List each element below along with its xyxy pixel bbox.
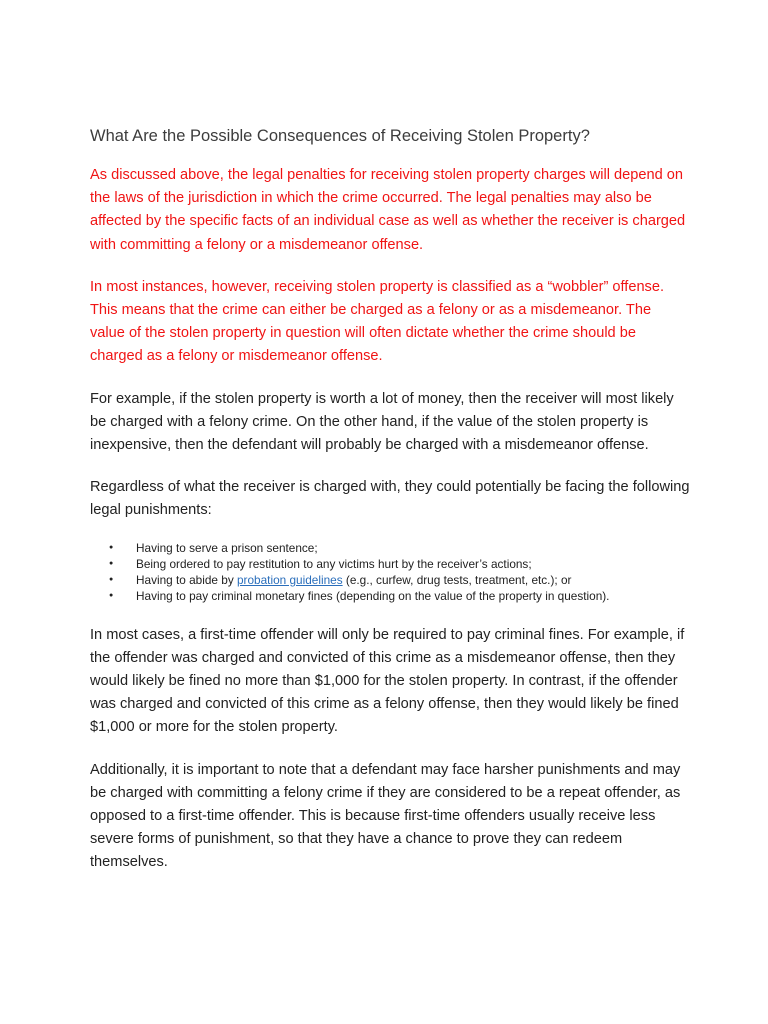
probation-guidelines-link[interactable]: probation guidelines xyxy=(237,572,343,587)
paragraph-penalties-intro: As discussed above, the legal penalties for receiving stolen property charges will depend on the laws of the jurisdiction in which the crime occurred. The legal penalties may also be affected by the specific facts of an individual case as well as whether the receiver is charged with committing a felony or a misdemeanor offense. xyxy=(90,167,686,253)
list-item-prison-sentence: ● Having to serve a prison sentence; xyxy=(136,540,690,556)
paragraph-first-time-offender-fines: In most cases, a first-time offender will only be required to pay criminal fines. For example, if the offender was charged and convicted of this crime as a misdemeanor offense, then they would likely be fined no more than $1,000 for the stolen property. In contrast, if the offender was charged and convicted of this crime as a felony offense, then they would likely be fined $1,000 or more for the stolen property. xyxy=(90,626,685,736)
paragraph-punishments-lead-in: Regardless of what the receiver is charged with, they could potentially be facing the following legal punishments: xyxy=(90,479,690,519)
list-item-probation-suffix: (e.g., curfew, drug tests, treatment, etc.); or xyxy=(342,572,572,587)
list-item-monetary-fines: ● Having to pay criminal monetary fines (depending on the value of the property in question). xyxy=(136,588,690,604)
paragraph-wobbler-offense: In most instances, however, receiving stolen property is classified as a “wobbler” offense. This means that the crime can either be charged as a felony or as a misdemeanor. The value of the stolen property in question will often dictate whether the crime should be charged as a felony or misdemeanor offense. xyxy=(90,278,665,365)
document-page xyxy=(90,124,690,894)
paragraph-repeat-offender: Additionally, it is important to note that a defendant may face harsher punishments and may be charged with committing a felony crime if they are considered to be a repeat offender, as opposed to a first-time offender. This is because first-time offenders usually receive less severe forms of punishment, so that they have a chance to prove they can redeem themselves. xyxy=(90,761,681,871)
section-heading: What Are the Possible Consequences of Receiving Stolen Property? xyxy=(90,127,590,145)
paragraph-property-value-example: For example, if the stolen property is worth a lot of money, then the receiver will most likely be charged with a felony crime. On the other hand, if the value of the stolen property is inexpensive, then the defendant will probably be charged with a misdemeanor offense. xyxy=(90,390,674,454)
list-item-probation xyxy=(136,572,690,588)
list-item-restitution: ● Being ordered to pay restitution to any victims hurt by the receiver’s actions; xyxy=(136,556,690,572)
list-item-probation-prefix: Having to abide by xyxy=(136,572,237,587)
punishments-list xyxy=(90,540,690,604)
